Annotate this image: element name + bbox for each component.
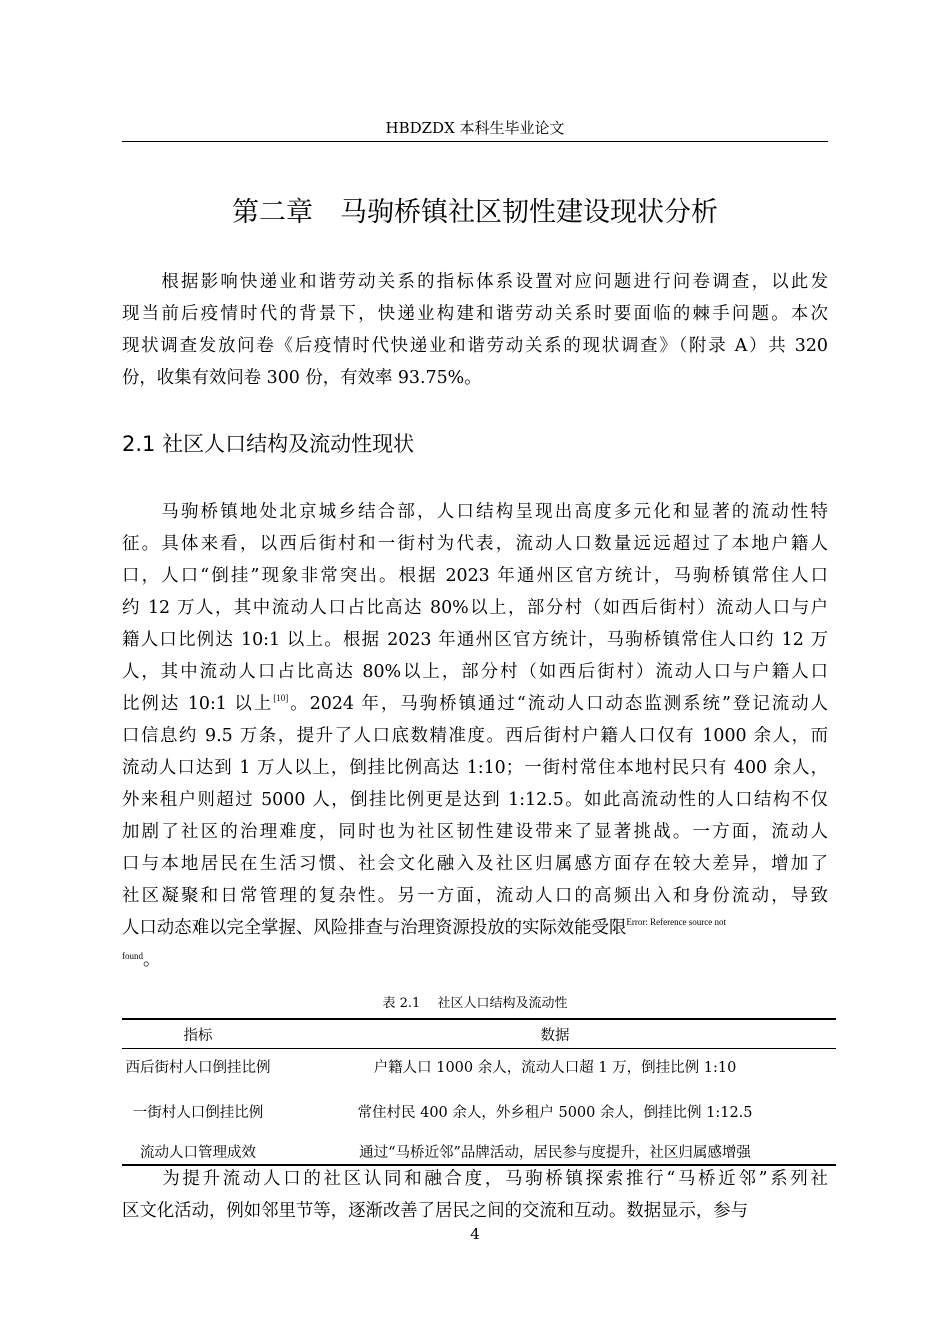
text-line — [122, 784, 828, 816]
paragraph-population — [122, 496, 828, 976]
text-segment: 份，收集有效问卷 300 份，有效率 93.75%。 — [122, 368, 482, 388]
text-line — [122, 848, 828, 880]
text-segment: 口与本地居民在生活习惯、社会文化融入及社区归属感方面存在较大差异，增加了 — [122, 854, 828, 874]
text-segment: 约 12 万人，其中流动人口占比高达 80%以上，部分村（如西后街村）流动人口与户 — [122, 598, 828, 618]
text-segment: 口，人口“倒挂”现象非常突出。根据 2023 年通州区官方统计，马驹桥镇常住人口 — [122, 566, 828, 586]
chapter-title: 第二章 马驹桥镇社区韧性建设现状分析 — [232, 197, 718, 228]
page-number: 4 — [470, 1225, 480, 1243]
text-segment: 为提升流动人口的社区认同和融合度，马驹桥镇探索推行“马桥近邻”系列社 — [122, 1169, 828, 1189]
text-line — [122, 298, 828, 330]
citation-ref: [10] — [273, 693, 289, 703]
citation-ref: Error: Reference source not — [626, 917, 727, 927]
text-line — [122, 560, 828, 592]
text-line — [122, 266, 828, 298]
population-table — [122, 1018, 836, 1166]
text-segment: 流动人口达到 1 万人以上，倒挂比例高达 1:10；一街村常住本地村民只有 400 余人， — [122, 758, 828, 778]
text-line — [122, 528, 828, 560]
table-header-cell: 指标 — [122, 1019, 274, 1049]
text-segment: 区文化活动，例如邻里节等，逐渐改善了居民之间的交流和互动。数据显示，参与 — [122, 1201, 749, 1221]
text-segment: 。 — [143, 950, 161, 970]
text-segment: 加剧了社区的治理难度，同时也为社区韧性建设带来了显著挑战。一方面，流动人 — [122, 822, 828, 842]
text-line — [122, 720, 828, 752]
text-line — [122, 1195, 828, 1227]
running-header: HBDZDX 本科生毕业论文 — [385, 119, 565, 137]
text-segment: 根据影响快递业和谐劳动关系的指标体系设置对应问题进行问卷调查，以此发 — [122, 272, 828, 292]
table-cell: 一街村人口倒挂比例 — [132, 1105, 264, 1121]
text-segment: 外来租户则超过 5000 人，倒挂比例更是达到 1:12.5。如此高流动性的人口结构不仅 — [122, 790, 828, 810]
text-segment: 社区凝聚和日常管理的复杂性。另一方面，流动人口的高频出入和身份流动，导致 — [122, 886, 828, 906]
table-cell: 流动人口管理成效 — [140, 1144, 256, 1161]
text-segment: 征。具体来看，以西后街村和一街村为代表，流动人口数量远远超过了本地户籍人 — [122, 534, 828, 554]
text-segment: 比例达 10:1 以上 — [122, 694, 274, 714]
table-cell: 户籍人口 1000 余人，流动人口超 1 万，倒挂比例 1:10 — [373, 1060, 737, 1077]
table-header-row — [122, 1019, 836, 1049]
text-line — [122, 1163, 828, 1195]
text-line — [122, 362, 828, 394]
paragraph-intro — [122, 266, 828, 394]
table-cell: 通过“马桥近邻”品牌活动，居民参与度提升，社区归属感增强 — [359, 1144, 751, 1161]
paragraph-activities — [122, 1163, 828, 1227]
text-segment: 人，其中流动人口占比高达 80%以上，部分村（如西后街村）流动人口与户籍人口 — [122, 662, 828, 682]
text-line — [122, 496, 828, 528]
table-header-cell: 数据 — [274, 1019, 836, 1049]
text-line — [122, 330, 828, 362]
table-row — [122, 1139, 836, 1165]
text-line — [122, 912, 828, 944]
citation-ref: found — [122, 951, 143, 961]
section-heading: 2.1 社区人口结构及流动性现状 — [122, 432, 415, 456]
table-cell: 常住村民 400 余人，外乡租户 5000 余人，倒挂比例 1:12.5 — [357, 1105, 753, 1121]
text-segment: 人口动态难以完全掌握、风险排查与治理资源投放的实际效能受限 — [122, 918, 627, 938]
text-segment: 籍人口比例达 10:1 以上。根据 2023 年通州区官方统计，马驹桥镇常住人口约 12 万 — [122, 630, 828, 650]
text-segment: 。2024 年，马驹桥镇通过“流动人口动态监测系统”登记流动人 — [288, 694, 828, 714]
table-row — [122, 1085, 836, 1139]
text-segment: 现状调查发放问卷《后疫情时代快递业和谐劳动关系的现状调查》（附录 A）共 320 — [122, 336, 828, 356]
text-line — [122, 752, 828, 784]
header-rule — [122, 141, 828, 142]
table-cell: 西后街村人口倒挂比例 — [125, 1060, 271, 1077]
text-line — [122, 624, 828, 656]
text-segment: 马驹桥镇地处北京城乡结合部，人口结构呈现出高度多元化和显著的流动性特 — [122, 502, 828, 522]
text-segment: 现当前后疫情时代的背景下，快递业构建和谐劳动关系时要面临的棘手问题。本次 — [122, 304, 828, 324]
table-caption: 表 2.1 社区人口结构及流动性 — [382, 996, 568, 1011]
text-line — [122, 656, 828, 688]
text-line — [122, 688, 828, 720]
text-segment: 口信息约 9.5 万条，提升了人口底数精准度。西后街村户籍人口仅有 1000 余人，而 — [122, 726, 828, 746]
text-line — [122, 880, 828, 912]
text-line — [122, 816, 828, 848]
text-line — [122, 592, 828, 624]
text-line — [122, 944, 828, 976]
table-row — [122, 1049, 836, 1085]
